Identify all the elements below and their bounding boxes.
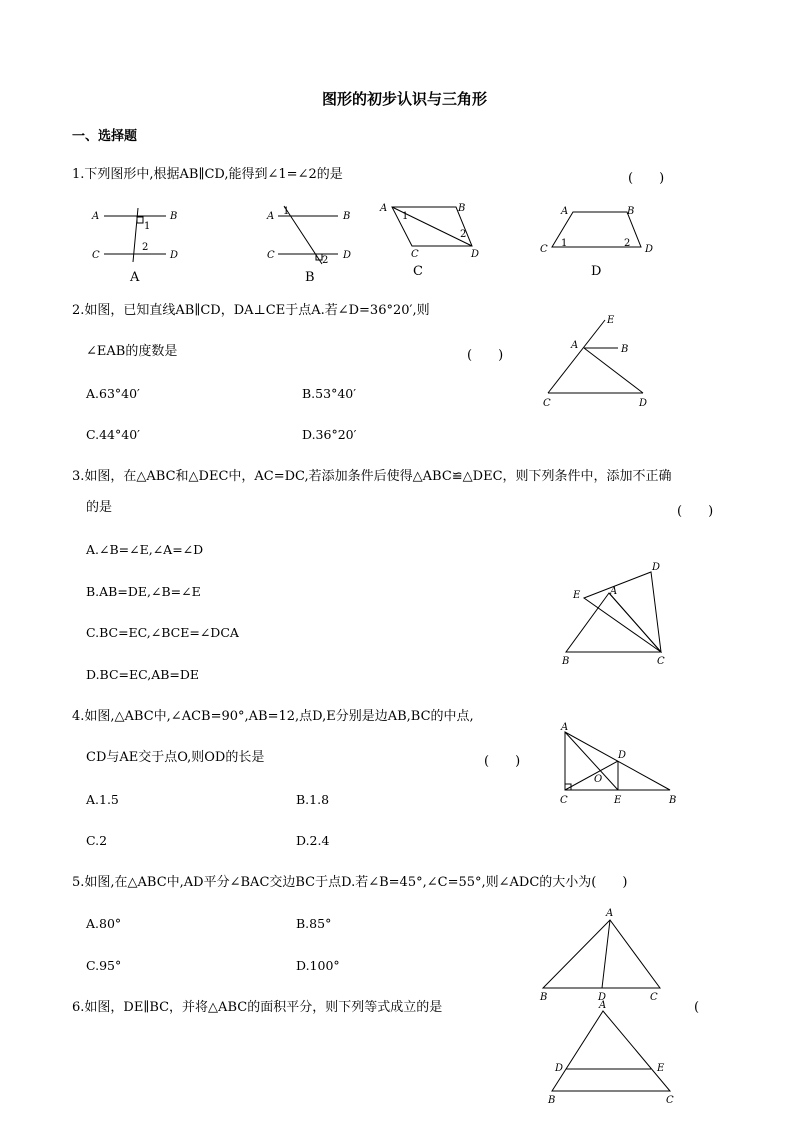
q1c-caption: C (413, 264, 423, 279)
q3-figure (566, 572, 661, 652)
question-4-option-c: C.2 (86, 833, 108, 848)
q1-figure-a (104, 208, 166, 262)
q1c-label-b: B (458, 203, 466, 214)
q4-label-d: D (618, 750, 627, 761)
q1a-caption: A (130, 270, 140, 285)
q3-label-b: B (562, 656, 570, 667)
question-5-option-a: A.80° (86, 916, 122, 931)
q1d-angle-2: 2 (624, 238, 631, 249)
question-5-option-c: C.95° (86, 958, 122, 973)
question-2-answer-paren: ( ) (467, 348, 504, 363)
q1b-label-b: B (343, 211, 351, 222)
q1a-label-a: A (92, 211, 100, 222)
q3-label-c: C (657, 656, 665, 667)
question-2-text-2: ∠EAB的度数是 (86, 344, 178, 359)
q1c-angle-1: 1 (402, 211, 409, 222)
q1a-angle-1: 1 (144, 221, 151, 232)
q1c-angle-2: 2 (460, 229, 467, 240)
q6-label-d: D (555, 1063, 564, 1074)
page-title: 图形的初步认识与三角形 (322, 90, 488, 108)
q1c-label-a: A (380, 203, 388, 214)
question-2-text: 2.如图，已知直线AB∥CD，DA⊥CE于点A.若∠D=36°20′,则 (72, 303, 430, 318)
question-4-answer-paren: ( ) (484, 754, 521, 769)
question-2-option-a: A.63°40′ (86, 386, 140, 401)
q5-label-c: C (650, 992, 658, 1003)
q3-label-d: D (652, 562, 661, 573)
question-6-answer-paren: ( (694, 1000, 700, 1015)
q5-figure (543, 920, 660, 988)
q1d-angle-1: 1 (561, 238, 568, 249)
question-1-answer-paren: ( ) (628, 171, 665, 186)
q1c-label-c: C (411, 249, 419, 260)
q1d-label-b: B (627, 206, 635, 217)
q2-label-a: A (571, 340, 579, 351)
q4-label-o: O (594, 774, 603, 785)
q6-label-b: B (548, 1095, 556, 1106)
question-2-option-d: D.36°20′ (302, 427, 357, 442)
q5-label-b: B (540, 992, 548, 1003)
q1a-label-c: C (92, 250, 100, 261)
question-3-option-d: D.BC=EC,AB=DE (86, 667, 200, 682)
q1b-caption: B (305, 270, 315, 285)
q2-label-e: E (607, 315, 615, 326)
question-4-option-a: A.1.5 (86, 792, 119, 807)
question-4-text-2: CD与AE交于点O,则OD的长是 (86, 750, 265, 765)
q2-label-d: D (639, 398, 648, 409)
q1d-caption: D (591, 264, 602, 279)
question-2-option-c: C.44°40′ (86, 427, 140, 442)
q3-label-e: E (573, 590, 581, 601)
q1a-label-b: B (170, 211, 178, 222)
q2-label-c: C (543, 398, 551, 409)
question-3-answer-paren: ( ) (677, 504, 714, 519)
question-1-text: 1.下列图形中,根据AB∥CD,能得到∠1=∠2的是 (72, 167, 343, 182)
question-6-text: 6.如图，DE∥BC，并将△ABC的面积平分，则下列等式成立的是 (72, 1000, 443, 1015)
q2-figure (548, 320, 643, 393)
q5-label-a: A (606, 908, 614, 919)
q4-label-a: A (561, 722, 569, 733)
question-3-option-b: B.AB=DE,∠B=∠E (86, 584, 201, 599)
question-5-option-b: B.85° (296, 916, 332, 931)
q6-label-e: E (657, 1063, 665, 1074)
question-3-option-c: C.BC=EC,∠BCE=∠DCA (86, 625, 239, 640)
q1d-label-a: A (561, 206, 569, 217)
section-heading: 一、选择题 (72, 129, 138, 144)
q4-label-b: B (669, 795, 677, 806)
q6-figure (552, 1011, 670, 1091)
q4-label-e: E (614, 795, 622, 806)
question-5-text: 5.如图,在△ABC中,AD平分∠BAC交边BC于点D.若∠B=45°,∠C=55°,则∠ADC的大小为( ) (72, 875, 628, 890)
question-2-option-b: B.53°40′ (302, 386, 357, 401)
question-5-option-d: D.100° (296, 958, 340, 973)
question-4-option-b: B.1.8 (296, 792, 330, 807)
q4-label-c: C (560, 795, 568, 806)
q1b-label-c: C (267, 250, 275, 261)
q1d-label-d: D (645, 244, 654, 255)
question-3-option-a: A.∠B=∠E,∠A=∠D (86, 542, 204, 557)
q6-label-c: C (666, 1095, 674, 1106)
q1b-label-a: A (267, 211, 275, 222)
q1d-label-c: C (540, 244, 548, 255)
q1b-angle-1: 1 (283, 206, 290, 217)
q2-label-b: B (621, 344, 629, 355)
question-3-text-2: 的是 (86, 500, 113, 515)
q1a-angle-2: 2 (142, 242, 149, 253)
q3-label-a: A (610, 586, 618, 597)
q1b-angle-2: 2 (322, 255, 329, 266)
q6-label-a: A (599, 1000, 607, 1011)
question-4-option-d: D.2.4 (296, 833, 330, 848)
q1a-label-d: D (170, 250, 179, 261)
q1c-label-d: D (471, 249, 480, 260)
q5-label-d: D (598, 992, 607, 1003)
question-4-text: 4.如图,△ABC中,∠ACB=90°,AB=12,点D,E分别是边AB,BC的中点, (72, 709, 474, 724)
q4-figure (565, 732, 670, 790)
q1b-label-d: D (343, 250, 352, 261)
question-3-text: 3.如图，在△ABC和△DEC中，AC=DC,若添加条件后使得△ABC≌△DEC，则下列条件中，添加不正确 (72, 469, 672, 484)
